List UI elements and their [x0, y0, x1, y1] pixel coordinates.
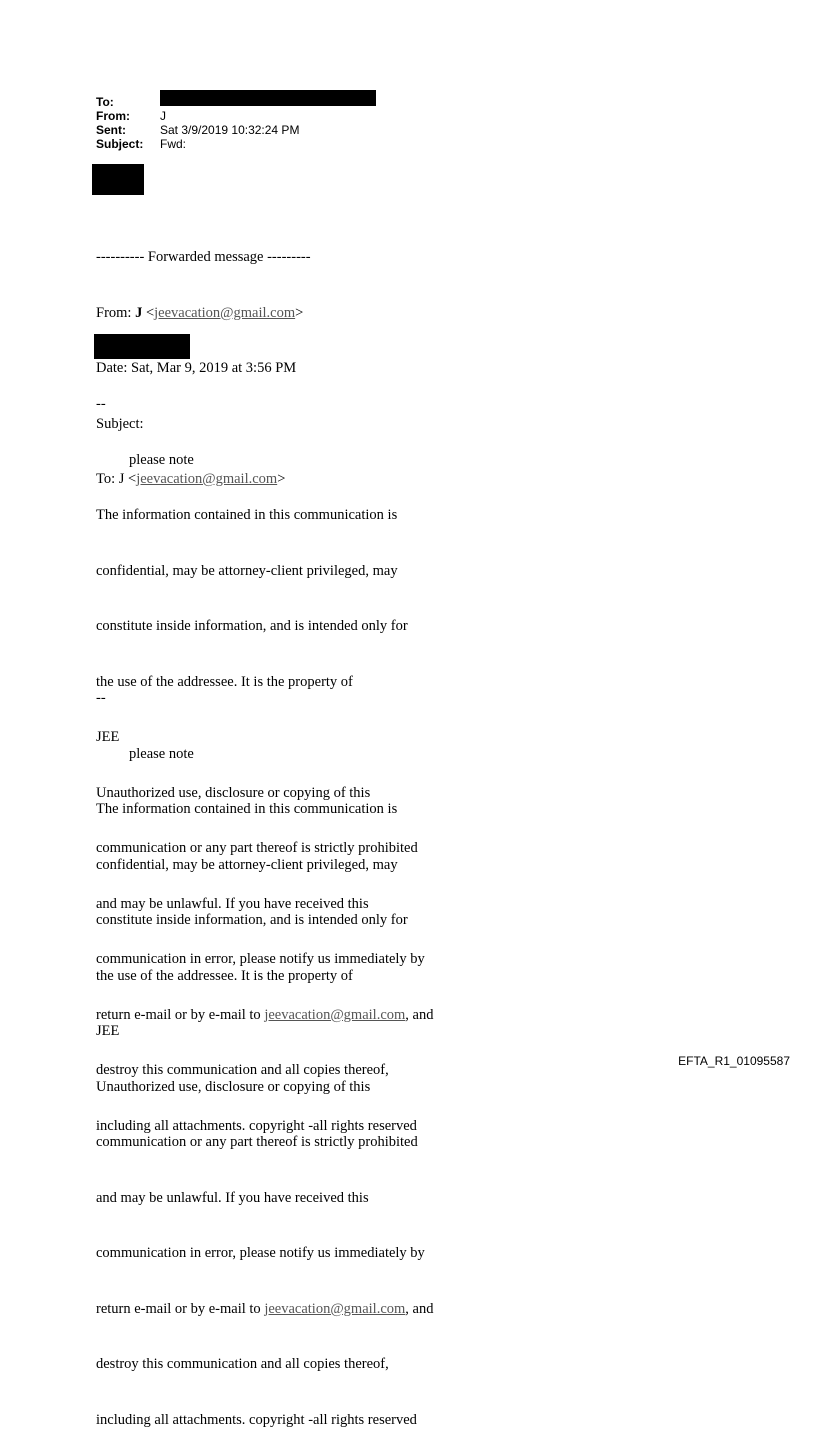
notice-line: JEE — [96, 729, 120, 745]
signature-dashes: -- — [96, 690, 106, 706]
sent-label: Sent: — [96, 123, 126, 137]
return-email-link[interactable]: jeevacation@gmail.com — [264, 1300, 406, 1317]
notice-line: The information contained in this communication is — [96, 507, 398, 523]
subject-value: Fwd: — [160, 137, 187, 151]
forward-from-line — [96, 304, 311, 323]
redaction-block — [94, 334, 190, 359]
confidentiality-notice — [96, 652, 433, 1448]
notice-line: destroy this communication and all copies thereof, — [96, 1356, 389, 1372]
notice-line: communication or any part thereof is strictly prohibited — [96, 1134, 418, 1150]
notice-line: Unauthorized use, disclosure or copying of this — [96, 784, 371, 801]
return-prefix: return e-mail or by e-mail to — [96, 1006, 265, 1023]
from-label: From: — [96, 109, 130, 123]
notice-line: The information contained in this communication is — [96, 801, 398, 817]
redaction-block — [92, 164, 144, 195]
sent-value: Sat 3/9/2019 10:32:24 PM — [160, 123, 300, 137]
redaction-bar-to — [160, 90, 376, 106]
notice-line: including all attachments. copyright -all rights reserved — [96, 1117, 417, 1134]
forward-from-open: < — [142, 304, 155, 321]
from-value: J — [160, 109, 166, 123]
notice-line: Unauthorized use, disclosure or copying of this — [96, 1078, 371, 1095]
forward-from-close: > — [295, 304, 304, 321]
forward-to-close: > — [277, 471, 286, 487]
notice-line: communication in error, please notify us immediately by — [96, 951, 425, 967]
notice-line: and may be unlawful. If you have received this — [96, 895, 369, 912]
forward-separator: ---------- Forwarded message --------- — [96, 249, 311, 265]
notice-line: including all attachments. copyright -all rights reserved — [96, 1411, 417, 1428]
forward-date-line: Date: Sat, Mar 9, 2019 at 3:56 PM — [96, 360, 297, 376]
sent-row — [96, 123, 299, 137]
notice-line: JEE — [96, 1023, 120, 1039]
forward-from-email-link[interactable]: jeevacation@gmail.com — [154, 304, 296, 321]
notice-line: and may be unlawful. If you have received this — [96, 1189, 369, 1206]
document-id: EFTA_R1_01095587 — [678, 1054, 790, 1068]
notice-return-line — [96, 1300, 433, 1319]
notice-line: confidential, may be attorney-client privileged, may — [96, 856, 398, 873]
notice-line: communication in error, please notify us immediately by — [96, 1245, 425, 1261]
from-row — [96, 109, 299, 123]
notice-line: constitute inside information, and is intended only for — [96, 618, 408, 634]
notice-line: the use of the addressee. It is the property of — [96, 673, 353, 690]
subject-row — [96, 137, 299, 151]
signature-dashes: -- — [96, 396, 106, 412]
return-prefix: return e-mail or by e-mail to — [96, 1300, 265, 1317]
forward-from-name: J — [135, 304, 143, 321]
return-email-link[interactable]: jeevacation@gmail.com — [264, 1006, 406, 1023]
forward-to-prefix: To: J < — [96, 471, 137, 487]
notice-line: communication or any part thereof is strictly prohibited — [96, 840, 418, 856]
notice-line: constitute inside information, and is intended only for — [96, 912, 408, 928]
notice-heading: please note — [129, 745, 194, 762]
to-label: To: — [96, 95, 114, 109]
notice-heading: please note — [129, 451, 194, 468]
return-suffix: , and — [405, 1300, 434, 1317]
forward-from-prefix: From: — [96, 304, 136, 321]
notice-line: confidential, may be attorney-client privileged, may — [96, 562, 398, 579]
notice-line: destroy this communication and all copies thereof, — [96, 1062, 389, 1078]
notice-line: the use of the addressee. It is the property of — [96, 967, 353, 984]
return-suffix: , and — [405, 1006, 434, 1023]
forward-subject-line: Subject: — [96, 415, 144, 432]
forward-to-email-link[interactable]: jeevacation@gmail.com — [136, 471, 278, 487]
subject-label: Subject: — [96, 137, 144, 151]
